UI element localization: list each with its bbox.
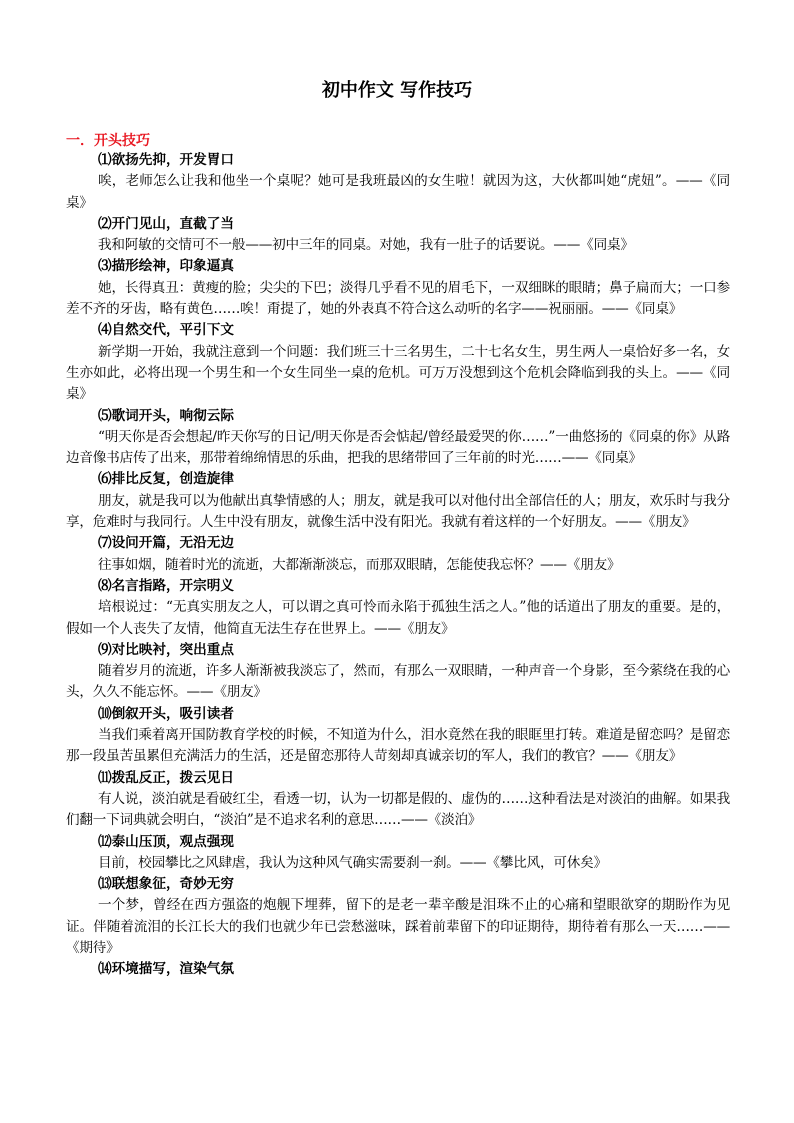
item-text: 一个梦，曾经在西方强盗的炮舰下埋葬，留下的是老一辈辛酸是泪珠不止的心痛和望眼欲穿的期盼作为见证。伴随着流泪的长江长大的我们也就少年已尝愁滋味，踩着前辈留下的印证期待，期待着有那么一天……——《期待》: [66, 897, 730, 956]
item-title: ⑿泰山压顶，观点强现: [98, 833, 234, 850]
item-text: 目前，校园攀比之风肆虐，我认为这种风气确实需要刹一刹。——《攀比风，可休矣》: [98, 854, 607, 871]
document-title: 初中作文 写作技巧: [321, 80, 473, 101]
item-7: [66, 533, 730, 576]
item-text: 新学期一开始，我就注意到一个问题：我们班三十三名男生，二十七名女生，男生两人一桌恰好多一名，女生亦如此，必将出现一个男生和一个女生同坐一桌的危机。可万万没想到这个危机会降临到我的头上。——《同桌》: [66, 343, 730, 403]
item-title: ⑻名言指路，开宗明义: [98, 577, 234, 594]
item-title: ⑶描形绘神，印象逼真: [98, 258, 234, 275]
item-title: ⑹排比反复，创造旋律: [98, 471, 234, 488]
item-11: [66, 768, 730, 832]
item-4: [66, 320, 730, 405]
item-5: [66, 406, 730, 470]
item-title: ⑷自然交代，平引下文: [98, 322, 234, 339]
item-title: ⑵开门见山，直截了当: [98, 215, 234, 232]
item-text: 唉，老师怎么让我和他坐一个桌呢？她可是我班最凶的女生啦！就因为这，大伙都叫她“虎妞”。——《同桌》: [66, 173, 730, 211]
item-1: [66, 150, 730, 214]
item-text: 朋友，就是我可以为他献出真挚情感的人；朋友，就是我可以对他付出全部信任的人；朋友，欢乐时与我分享，危难时与我同行。人生中没有朋友，就像生活中没有阳光。我就有着这样的一个好朋友。——《朋友》: [66, 492, 730, 531]
item-title: ⑽倒叙开头，吸引读者: [98, 705, 234, 722]
item-12: [66, 832, 730, 875]
item-13: [66, 874, 730, 959]
document-content: [66, 150, 730, 981]
item-title: ⑸歌词开头，响彻云际: [98, 407, 234, 424]
item-title: ⑾拨乱反正，拨云见日: [98, 769, 234, 786]
item-title: ⒀联想象征，奇妙无穷: [98, 876, 234, 893]
item-6: [66, 469, 730, 533]
item-text: 我和阿敏的交情可不一般——初中三年的同桌。对她，我有一肚子的话要说。——《同桌》: [98, 237, 634, 254]
item-title: ⑴欲扬先抑，开发胃口: [98, 152, 234, 168]
item-text: 随着岁月的流逝，许多人渐渐被我淡忘了，然而，有那么一双眼睛，一种声音一个身影，至今萦绕在我的心头，久久不能忘怀。——《朋友》: [66, 663, 730, 701]
item-8: [66, 576, 730, 640]
item-title: ⑼对比映衬，突出重点: [98, 641, 234, 658]
item-10: [66, 704, 730, 768]
item-title: ⒁环境描写，渲染气氛: [98, 961, 234, 978]
item-14: [66, 959, 730, 980]
item-title: ⑺设问开篇，无沿无边: [98, 535, 234, 552]
item-text: 有人说，淡泊就是看破红尘，看透一切，认为一切都是假的、虚伪的……这种看法是对淡泊的曲解。如果我们翻一下词典就会明白，“淡泊”是不追求名利的意思……——《淡泊》: [66, 790, 730, 829]
item-3: [66, 256, 730, 320]
item-text: 她，长得真丑：黄瘦的脸；尖尖的下巴；淡得几乎看不见的眉毛下，一双细眯的眼睛；鼻子扁而大；一口参差不齐的牙齿，略有黄色……唉！甭提了，她的外表真不符合这么动听的名字——祝丽丽。——《同桌》: [66, 279, 730, 318]
item-9: [66, 640, 730, 704]
item-text: “明天你是否会想起/昨天你写的日记/明天你是否会惦起/曾经最爱哭的你……”一曲悠扬的《同桌的你》从路边音像书店传了出来，那带着绵绵情思的乐曲，把我的思绪带回了三年前的时光……——《同桌》: [66, 428, 730, 467]
item-text: 培根说过：“无真实朋友之人，可以谓之真可怜而永陷于孤独生活之人。”他的话道出了朋友的重要。是的，假如一个人丧失了友情，他简直无法生存在世界上。——《朋友》: [66, 599, 730, 637]
item-text: 往事如烟，随着时光的流逝，大都渐渐淡忘，而那双眼睛，怎能使我忘怀？——《朋友》: [98, 556, 621, 573]
section-heading: 一．开头技巧: [66, 133, 150, 149]
item-2: [66, 214, 730, 257]
item-text: 当我们乘着离开国防教育学校的时候，不知道为什么，泪水竟然在我的眼眶里打转。难道是留恋吗？是留恋那一段虽苦虽累但充满活力的生活，还是留恋那待人苛刻却真诚亲切的军人，我们的教官？——《朋友》: [66, 727, 730, 765]
